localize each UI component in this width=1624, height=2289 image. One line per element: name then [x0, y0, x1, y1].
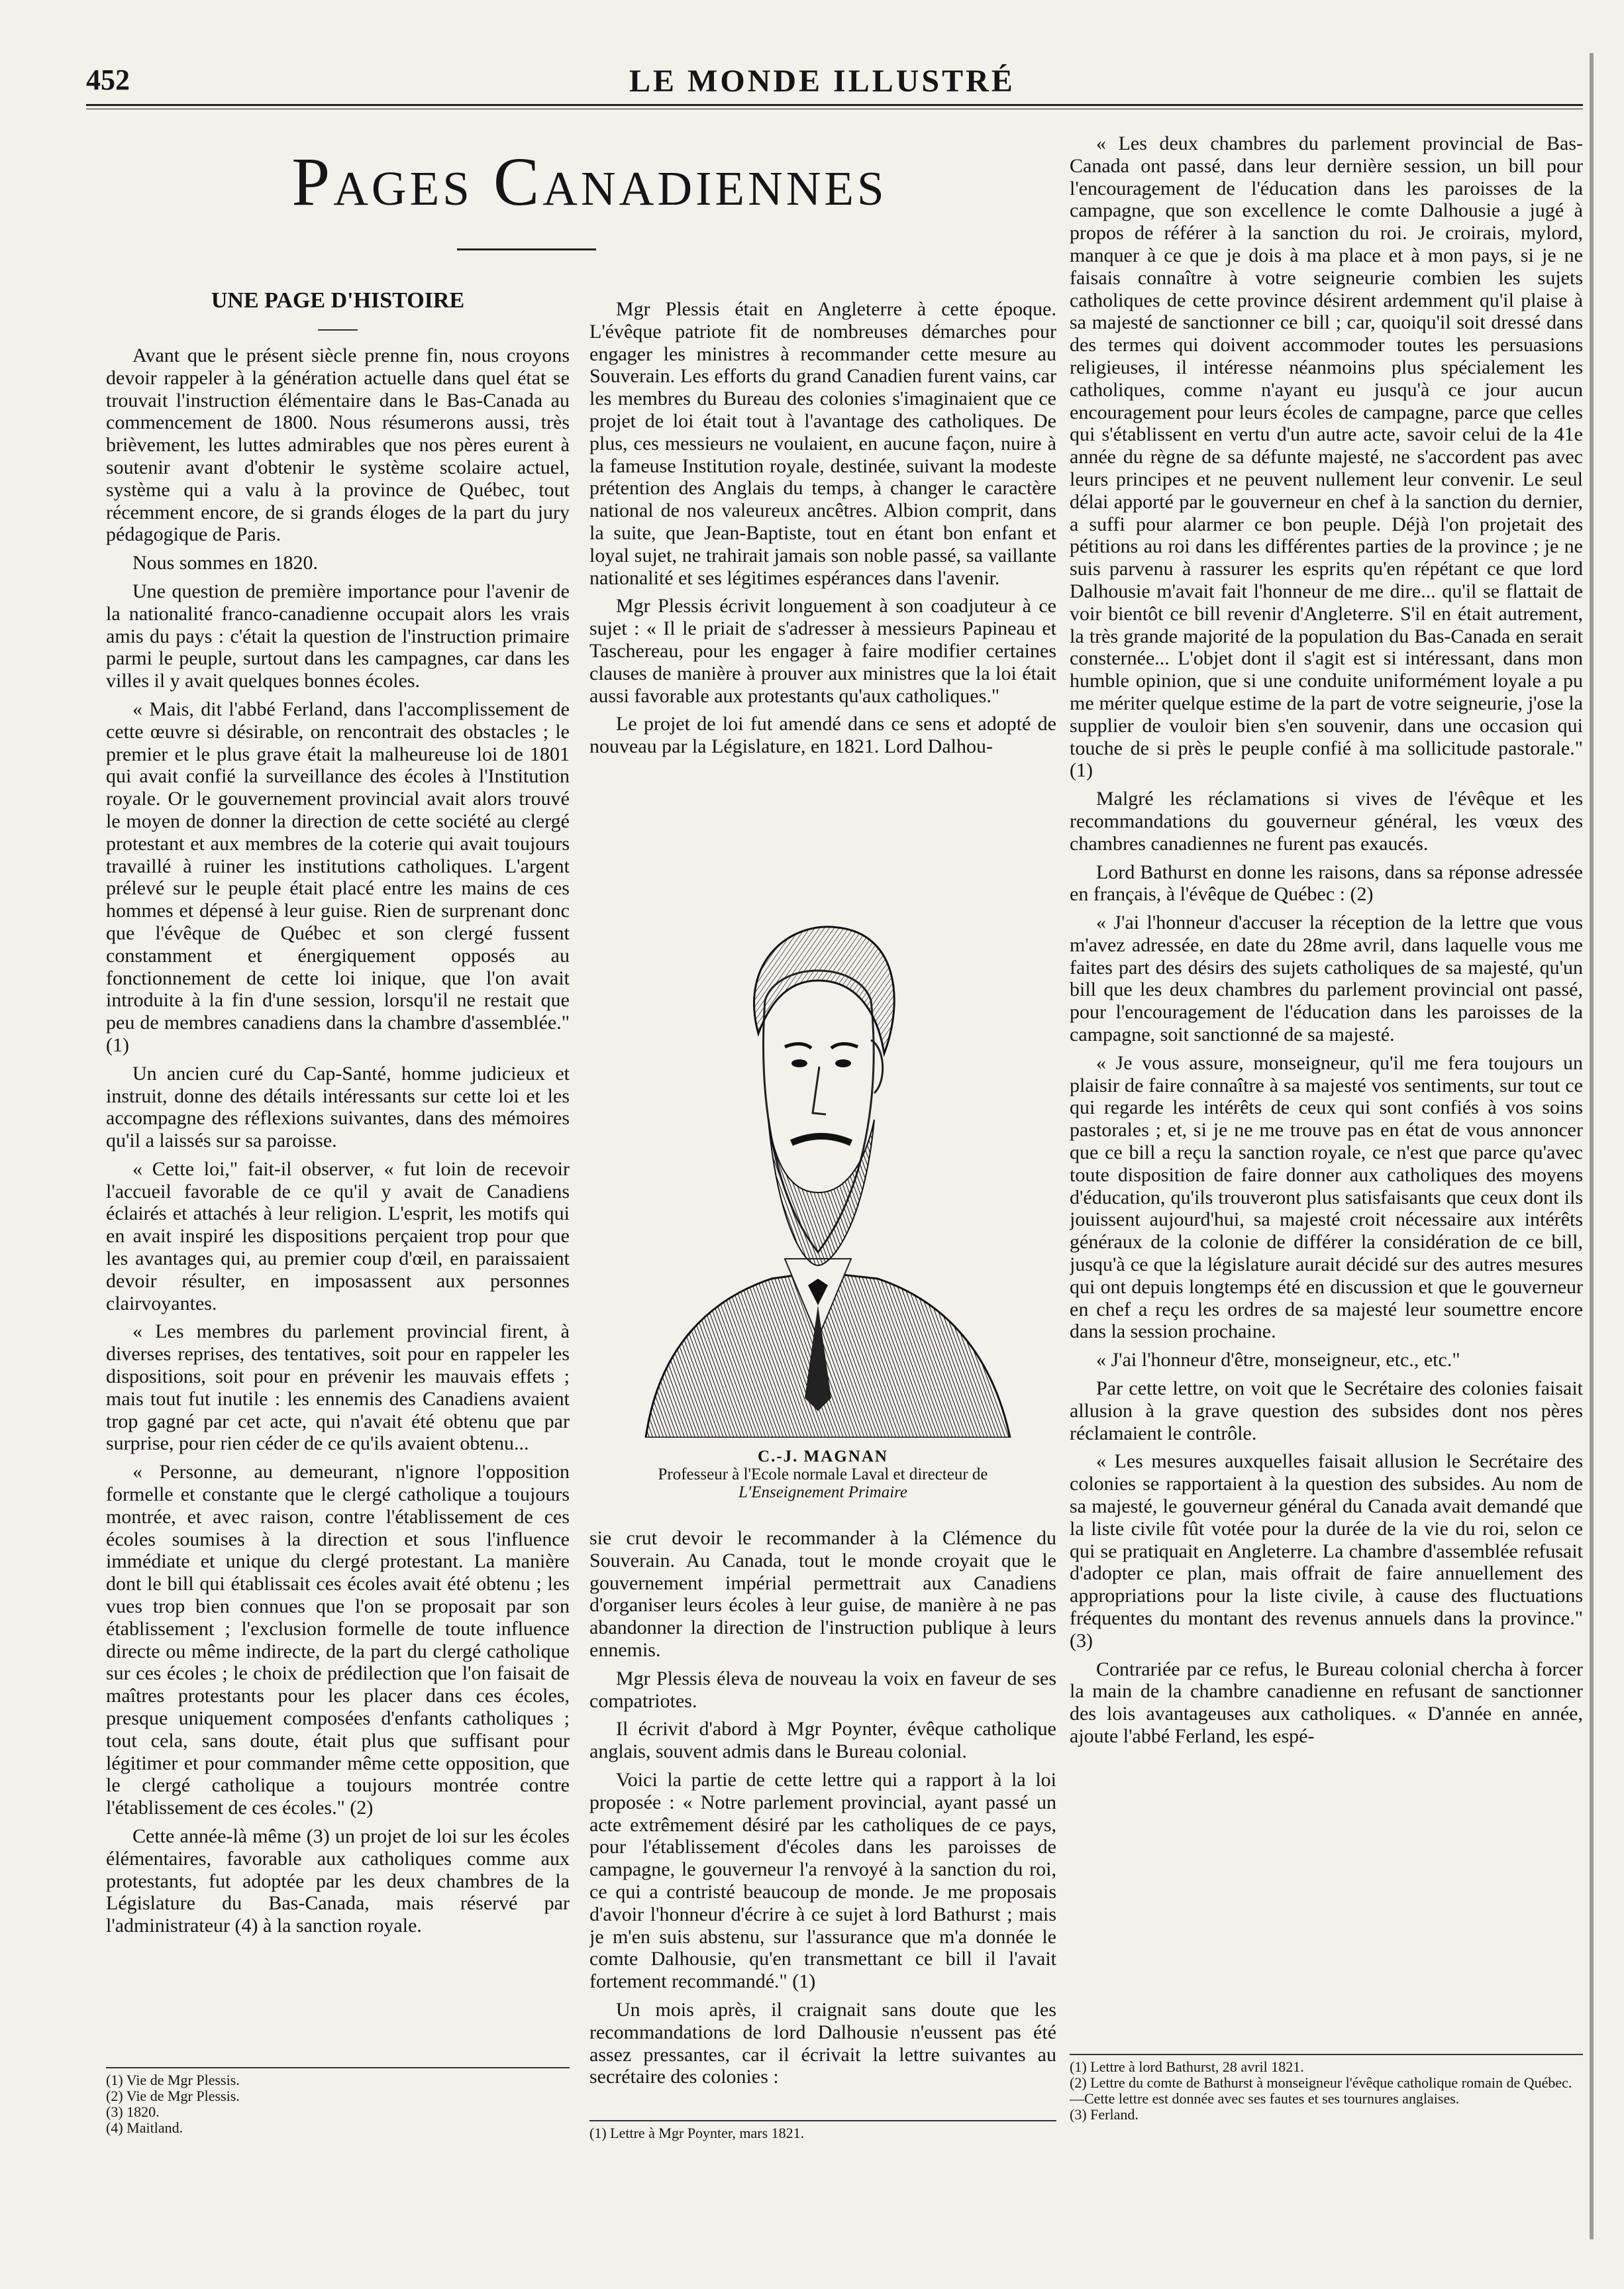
- footnotes-column-1: [106, 2067, 570, 2136]
- paragraph: « Cette loi," fait-il observer, « fut loin de recevoir l'accueil favorable de ce qu'il y avait de Canadiens éclairés et attachés à leur religion. L'esprit, les motifs qui en avait inspiré les dispositions perçaient trop pour que les avantages qui, au premier coup d'œil, en paraissaient devoir résulter, en imposassent aux personnes clairvoyantes.: [106, 1157, 570, 1314]
- paragraph: Avant que le présent siècle prenne fin, nous croyons devoir rappeler à la génération actuelle dans quel état se trouvait l'instruction élémentaire dans le Bas-Canada au commencement de 1800. Nous résumerons aussi, très brièvement, les luttes admirables que nos pères eurent à soutenir avant d'obtenir le système scolaire actuel, système qui a valu à la province de Québec, tout récemment encore, de si grands éloges de la part du jury pédagogique de Paris.: [106, 345, 570, 546]
- paragraph: « Les deux chambres du parlement provincial de Bas-Canada ont passé, dans leur dernière session, un bill pour l'encouragement de l'éducation dans les paroisses de la campagne, que son excellence le comte Dalhousie a jugé à propos de référer à la sanction du roi. Je croirais, mylord, manquer à ce que je dois à ma place et à mon pays, si je ne faisais connaître à votre seigneurie combien les sujets catholiques de cette province désirent ardemment qu'il plaise à sa majesté de sanctionner ce bill ; car, quoiqu'il soit dressé dans des termes qui doivent accommoder toutes les persuasions religieuses, il intéresse néanmoins plus spécialement les catholiques, comme n'ayant eu jusqu'à ce jour aucun encouragement pour leurs écoles de campagne, parce que celles qui s'établissent en vertu d'un autre acte, savoir celui de la 41e année du règne de sa défunte majesté, ne s'accordent pas avec leurs principes et ne peuvent nullement leur convenir. Le seul délai apporté par le gouverneur en chef à la sanction du dernier, a suffi pour alarmer ce bon peuple. Déjà l'on projetait des pétitions au roi dans les différentes parties de la province ; je ne suis parvenu à rassurer les esprits qu'en répétant ce que lord Dalhousie m'avait fait l'honneur de me dire... qu'il se flattait de voir bientôt ce bill revenir d'Angleterre. S'il en était autrement, la très grande majorité de la population du Bas-Canada en serait consternée... L'objet dont il s'agit est si intéressant, dans mon humble opinion, que si une conduite uniformément loyale a pu me mériter quelque estime de la part de votre seigneurie, j'ose la supplier de vouloir bien s'en souvenir, dans une occasion qui touche de si près le peuple confié à ma sollicitude pastorale." (1): [1070, 133, 1583, 782]
- footnote: (2) Lettre du comte de Bathurst à monseigneur l'évêque catholique romain de Québec.—Cette lettre est donnée avec ses fautes et ses tournures anglaises.: [1070, 2074, 1572, 2107]
- footnotes-column-2: [589, 2120, 1056, 2141]
- page-title: Pages Canadiennes: [291, 144, 888, 220]
- paragraph: Malgré les réclamations si vives de l'évêque et les recommandations du gouverneur général, les vœux des chambres canadiennes ne furent pas exaucés.: [1070, 788, 1583, 855]
- footnote: (4) Maitland.: [106, 2119, 183, 2136]
- paragraph: Mgr Plessis écrivit longuement à son coadjuteur à ce sujet : « Il le priait de s'adresser à messieurs Papineau et Taschereau, pour les engager à faire modifier certaines clauses de manière à prouver aux ministres que la loi était aussi favorable aux protestants qu'aux catholiques.": [589, 595, 1056, 707]
- paragraph: Nous sommes en 1820.: [132, 552, 318, 574]
- column-3: [1070, 133, 1583, 2047]
- paragraph: Cette année-là même (3) un projet de loi sur les écoles élémentaires, favorable aux catholiques comme aux protestants, fut adoptée par les deux chambres de la Législature du Bas-Canada, mais réservé par l'administrateur (4) à la sanction royale.: [106, 1825, 570, 1937]
- page-header: [86, 63, 1583, 109]
- footnote: (3) 1820.: [106, 2103, 160, 2120]
- footnotes-column-3: [1070, 2054, 1583, 2123]
- paragraph: Lord Bathurst en donne les raisons, dans sa réponse adressée en français, à l'évêque de Québec : (2): [1070, 861, 1583, 906]
- paragraph: « Les membres du parlement provincial firent, à diverses reprises, des tentatives, soit pour en rappeler les dispositions, soit pour en prévenir les mauvais effets ; mais tout fut inutile : les ennemis des Canadiens avaient trop gagné par cet acte, qui n'avait été obtenu que par surprise, pour rien céder de ce qu'ils avaient obtenu...: [106, 1320, 570, 1455]
- paragraph: Mgr Plessis était en Angleterre à cette époque. L'évêque patriote fit de nombreuses démarches pour engager les ministres à recommander cette mesure au Souverain. Les efforts du grand Canadien furent vains, car les membres du Bureau des colonies s'imaginaient que ce projet de loi était tout à l'avantage des catholiques. De plus, ces messieurs ne voulaient, en aucune façon, nuire à la fameuse Institution royale, destinée, suivant la modeste prétention des Anglais du temps, à changer le caractère national de nos valeureux ancêtres. Albion comprit, dans la suite, que Jean-Baptiste, tout en étant bon enfant et loyal sujet, ne trahirait jamais son noble passé, sa vaillante nationalité et ses légitimes espérances dans l'avenir.: [589, 298, 1056, 589]
- masthead: LE MONDE ILLUSTRÉ: [629, 64, 1015, 99]
- caption-name: C.-J. MAGNAN: [758, 1448, 888, 1465]
- paragraph: sie crut devoir le recommander à la Clémence du Souverain. Au Canada, tout le monde croyait que le gouvernement impérial permettrait aux Canadiens d'organiser leurs écoles à leur guise, de manière à ne pas abandonner la direction de l'instruction publique à leurs ennemis.: [589, 1527, 1056, 1661]
- paragraph: « J'ai l'honneur d'être, monseigneur, etc., etc.": [1096, 1349, 1460, 1371]
- header-rule: [86, 104, 1583, 109]
- paragraph: « Les mesures auxquelles faisait allusion le Secrétaire des colonies se rapportaient à la question des subsides. Au nom de sa majesté, le gouverneur général du Canada avait demandé que la liste civile fût votée pour la durée de la vie du roi, selon ce qui se pratiquait en Angleterre. La chambre d'assemblée refusait d'adopter ce plan, mais offrait de faire annuellement des appropriations pour la liste civile, à cause des fluctuations fréquentes du montant des revenus annuels dans la province." (3): [1070, 1450, 1583, 1652]
- paragraph: « J'ai l'honneur d'accuser la réception de la lettre que vous m'avez adressée, en date du 28me avril, dans laquelle vous me faites part des désirs des sujets catholiques de sa majesté, qu'un bill que les deux chambres du parlement provincial ont passé, pour l'encouragement de l'éducation dans les paroisses de la campagne, soit sanctionné de sa majesté.: [1070, 912, 1583, 1046]
- footnote: (1) Lettre à Mgr Poynter, mars 1821.: [589, 2125, 805, 2141]
- column-2-top: [589, 298, 1056, 934]
- paragraph: Une question de première importance pour l'avenir de la nationalité franco-canadienne occupait alors les vrais amis du pays : c'était la question de l'instruction primaire parmi le peuple, surtout dans les campagnes, car dans les villes il y avait quelques bonnes écoles.: [106, 580, 570, 692]
- paragraph: Mgr Plessis éleva de nouveau la voix en faveur de ses compatriotes.: [589, 1667, 1056, 1712]
- title-rule: [457, 248, 596, 250]
- caption-line: Professeur à l'Ecole normale Laval et directeur de: [658, 1465, 988, 1483]
- paragraph: Un ancien curé du Cap-Santé, homme judicieux et instruit, donne des détails intéressants sur cette loi et les accompagne des réflexions suivantes, dans des mémoires qu'il a laissés sur sa paroisse.: [106, 1062, 570, 1152]
- paragraph: Le projet de loi fut amendé dans ce sens et adopté de nouveau par la Législature, en 1821. Lord Dalhou-: [589, 713, 1056, 758]
- column-2-bottom: [589, 1527, 1056, 2150]
- paragraph: « Personne, au demeurant, n'ignore l'opposition formelle et constante que le clergé catholique a toujours montrée, et avec raison, contre l'établissement de ces écoles soumises à la direction et sous l'influence immédiate et unique du clergé protestant. La manière dont le bill qui établissait ces écoles avait été obtenu ; les vues trop bien connues que l'on se proposait par son établissement ; l'exclusion formelle de toute influence directe ou même indirecte, de la part du clergé catholique sur ces écoles ; le choix de prédilection que l'on faisait de maîtres protestants pour les placer dans ces écoles, presque uniquement composées d'enfants catholiques ; tout cela, sans doute, était plus que suffisant pour légitimer et pour commander même cette opposition, que le clergé catholique a toujours montrée contre l'établissement de ces écoles." (2): [106, 1461, 570, 1819]
- section-rule: [318, 329, 358, 331]
- section-title: UNE PAGE D'HISTOIRE: [211, 288, 465, 313]
- portrait-engraving: [619, 881, 1030, 1438]
- paragraph: « Je vous assure, monseigneur, qu'il me fera toujours un plaisir de faire connaître à sa majesté vos sentiments, sur tout ce qui regarde les intérêts de ceux qui sont confiés à vos soins pastorales ; et, si je ne me trouve pas en état de vous annoncer que ce bill a reçu la sanction royale, ce n'est que parce qu'avec toute disposition de faire donner aux catholiques des moyens d'éducation, qu'ils trouveront plus satisfaisants que ceux dont ils jouissent aujourd'hui, sa majesté croit nécessaire aux intérêts généraux de la colonie de différer la considération de ce bill, jusqu'à ce que la législature aurait décidé sur des autres mesures qui ont depuis longtemps été en discussion et que le gouverneur en chef a reçu les ordres de sa majesté leur soumettre encore dans la session prochaine.: [1070, 1051, 1583, 1343]
- paragraph: Par cette lettre, on voit que le Secrétaire des colonies faisait allusion à la grave question des subsides dont nos pères réclamaient le contrôle.: [1070, 1377, 1583, 1444]
- paragraph: « Mais, dit l'abbé Ferland, dans l'accomplissement de cette œuvre si désirable, on rencontrait des obstacles ; le premier et le plus grave était la malheureuse loi de 1801 qui avait confié la surveillance des écoles à l'Institution royale. Or le gouvernement provincial avait alors trouvé le moyen de donner la direction de cette société au clergé protestant et aux membres de la coterie qui avait toujours travaillé à ruiner les institutions catholiques. L'argent prélevé sur le peuple était placé entre les mains de ces hommes et dépensé à leur guise. Rien de surprenant donc que l'évêque de Québec et son clergé fussent constamment et énergiquement opposés au fonctionnement de cette loi inique, que l'on avait introduite à la fin d'une session, lorsqu'il ne restait que peu de membres canadiens dans la chambre d'assemblée." (1): [106, 698, 570, 1056]
- footnote: (1) Lettre à lord Bathurst, 28 avril 1821.: [1070, 2058, 1304, 2075]
- scan-edge: [1590, 53, 1594, 2239]
- paragraph: Contrariée par ce refus, le Bureau colonial chercha à forcer la main de la chambre canadienne en refusant de sanctionner des lois avantageuses aux catholiques. « D'année en année, ajoute l'abbé Ferland, les espé-: [1070, 1658, 1583, 1747]
- footnote: (2) Vie de Mgr Plessis.: [106, 2088, 240, 2104]
- page-number: 452: [86, 64, 130, 96]
- paragraph: Voici la partie de cette lettre qui a rapport à la loi proposée : « Notre parlement provincial, ayant passé un acte extrêmement désiré par les catholiques de ce pays, pour l'établissement d'écoles dans les paroisses de campagne, le gouverneur l'a renvoyé à la sanction du roi, ce qui a contristé beaucoup de monde. Je me proposais d'avoir l'honneur d'écrire à ce sujet à lord Bathurst ; mais je m'en suis abstenu, sur l'assurance que m'a donnée le comte Dalhousie, qu'en transmettant ce bill il l'avait fortement recommandé." (1): [589, 1768, 1056, 1993]
- paragraph: Il écrivit d'abord à Mgr Poynter, évêque catholique anglais, souvent admis dans le Bureau colonial.: [589, 1718, 1056, 1763]
- paragraph: Un mois après, il craignait sans doute que les recommandations de lord Dalhousie n'eussent pas été assez pressantes, car il écrivait la lettre suivantes au secrétaire des colonies :: [589, 1998, 1056, 2088]
- caption-line: L'Enseignement Primaire: [738, 1483, 908, 1501]
- column-1: [106, 345, 570, 2127]
- footnote: (3) Ferland.: [1070, 2106, 1139, 2123]
- portrait-caption: [589, 1448, 1056, 1501]
- footnote: (1) Vie de Mgr Plessis.: [106, 2072, 240, 2088]
